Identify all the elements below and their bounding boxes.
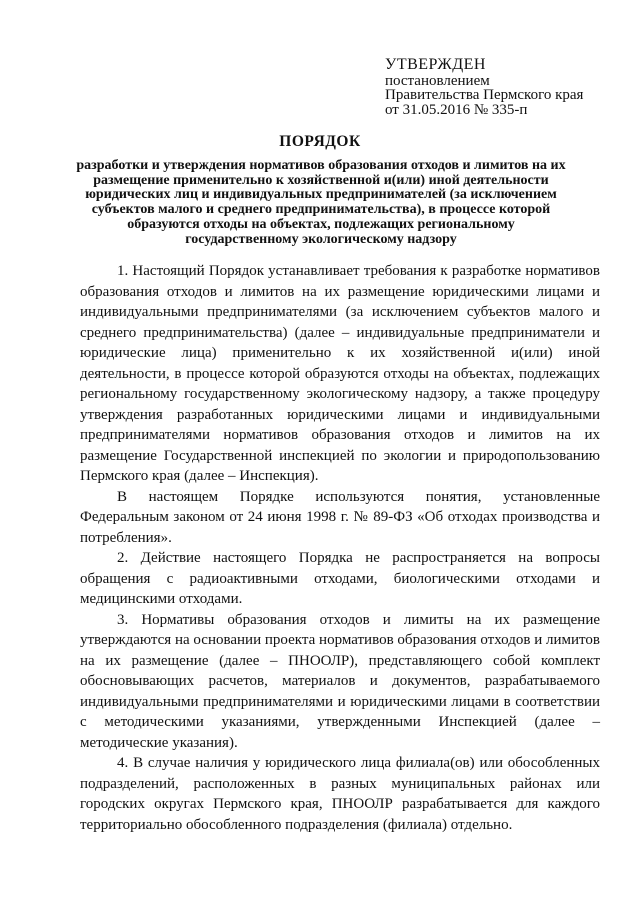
- paragraph-2: 2. Действие настоящего Порядка не распространяется на вопросы обращения с радиоактивными отходами, биологическими отходами и медицинскими отходами.: [80, 550, 600, 607]
- document-subtitle: разработки и утверждения нормативов образования отходов и лимитов на их размещение применительно к хозяйственной и(или) иной деятельности юридических лиц и индивидуальных предпринимателей (за исключением субъектов малого и среднего предпринимательства), в процессе которой образуются отходы на объектах, подлежащих региональному государственному экологическому надзору: [76, 158, 566, 247]
- document-body: [80, 261, 600, 835]
- paragraph-1: 1. Настоящий Порядок устанавливает требования к разработке нормативов образования отходов и лимитов на их размещение юридическими лицами и индивидуальными предпринимателями (за исключением субъектов малого и среднего предпринимательства) (далее – индивидуальные предприниматели и юридические лица) применительно к их хозяйственной и(или) иной деятельности, в процессе которой образуются отходы на объектах, подлежащих региональному государственному экологическому надзору, а также процедуру утверждения разработанных юридическими лицами и индивидуальными предпринимателями нормативов образования отходов и лимитов на их размещение Государственной инспекцией по экологии и природопользованию Пермского края (далее – Инспекция).: [80, 263, 600, 484]
- paragraph-4: 4. В случае наличия у юридического лица филиала(ов) или обособленных подразделений, расположенных в разных муниципальных районах или городских округах Пермского края, ПНООЛР разрабатывается для каждого территориально обособленного подразделения (филиала) отдельно.: [80, 755, 600, 833]
- approval-heading: УТВЕРЖДЕН: [385, 56, 486, 73]
- paragraph-3: 3. Нормативы образования отходов и лимиты на их размещение утверждаются на основании проекта нормативов образования отходов и лимитов на их размещение (далее – ПНООЛР), представляющего собой комплект обосновывающих расчетов, материалов и документов, разрабатываемого индивидуальными предпринимателями и юридическими лицами в соответствии с методическими указаниями, утвержденными Инспекцией (далее – методические указания).: [80, 611, 600, 751]
- approval-line-3: от 31.05.2016 № 335-п: [385, 101, 528, 118]
- document-title: ПОРЯДОК: [279, 133, 361, 150]
- approval-block: [385, 58, 625, 117]
- approval-line-1: постановлением: [385, 72, 490, 89]
- paragraph-1-definitions: В настоящем Порядке используются понятия, установленные Федеральным законом от 24 июня 1998 г. № 89-ФЗ «Об отходах производства и потребления».: [80, 488, 600, 546]
- approval-line-2: Правительства Пермского края: [385, 87, 584, 103]
